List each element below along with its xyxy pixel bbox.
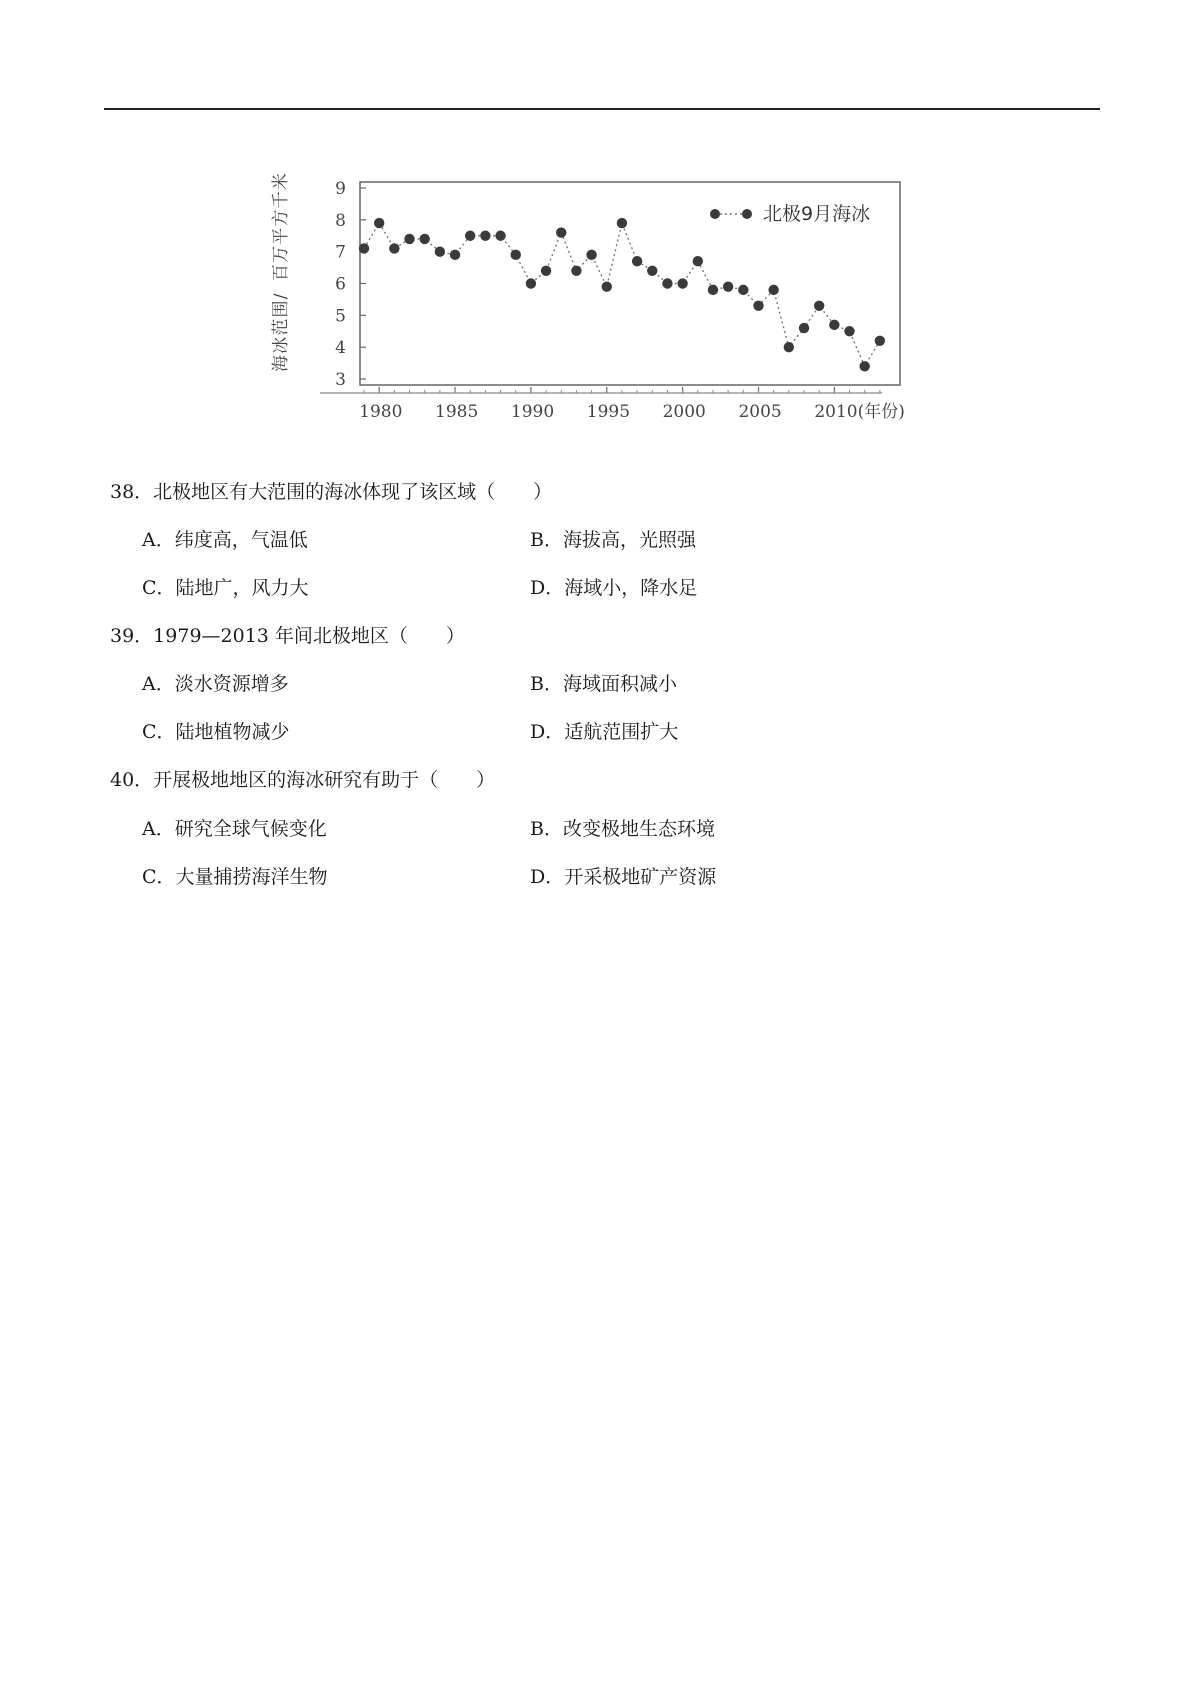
data-point [556,227,566,237]
data-point [404,234,414,244]
data-point [465,231,475,241]
data-point [708,285,718,295]
q39-option-c: C．陆地植物减少 [142,721,290,743]
data-point [359,243,369,253]
data-point [450,250,460,260]
q39-option-d: D．适航范围扩大 [530,721,679,743]
series-line [364,223,880,366]
legend-marker [710,209,720,219]
y-tick-label: 6 [335,274,346,295]
q38-option-c: C．陆地广，风力大 [142,577,309,599]
data-point [617,218,627,228]
data-point [844,326,854,336]
data-point [586,250,596,260]
y-tick-label: 5 [335,306,346,327]
y-axis-label-char: / [271,293,291,300]
data-point [875,336,885,346]
y-axis-label-char: 百 [271,264,291,282]
q38-option-d: D．海域小，降水足 [530,577,698,599]
top-rule [104,108,1100,110]
data-point [647,266,657,276]
data-point [799,323,809,333]
data-point [480,231,490,241]
y-tick-label: 9 [335,179,346,199]
data-point [768,285,778,295]
y-tick-label: 7 [335,242,346,263]
data-point [677,278,687,288]
q38-option-a: A．纬度高，气温低 [142,529,308,551]
y-axis-label-char: 范 [271,318,291,336]
data-point [374,218,384,228]
q39-option-a: A．淡水资源增多 [142,673,289,695]
q40-option-c: C．大量捕捞海洋生物 [142,866,328,888]
data-point [632,256,642,266]
q40-option-a: A．研究全球气候变化 [142,818,327,840]
q38-option-b: B．海拔高，光照强 [530,529,696,551]
y-axis-label-char: 米 [271,173,291,191]
legend-label: 北极9月海冰 [763,203,871,225]
data-point [495,231,505,241]
chart-svg [270,160,930,460]
data-point [829,320,839,330]
data-point [723,281,733,291]
y-axis-label-char: 千 [271,191,291,209]
y-axis-label-char: 万 [271,245,291,263]
data-point [859,361,869,371]
x-tick-label: 1990 [510,402,555,422]
x-tick-label: 2005 [738,402,782,422]
x-tick-label: 2010(年份) [814,402,905,422]
x-tick-label: 1995 [586,402,631,422]
q40-option-b: B．改变极地生态环境 [530,818,715,840]
y-tick-label: 3 [335,370,346,390]
data-point [526,278,536,288]
data-point [389,243,399,253]
y-axis-label-char: 海 [271,355,291,372]
data-point [738,285,748,295]
data-point [693,256,703,266]
y-tick-label: 8 [335,210,346,231]
y-axis-label-char: 方 [271,209,291,227]
y-axis-label-char: 平 [271,227,291,245]
data-point [419,234,429,244]
q39-option-b: B．海域面积减小 [530,673,677,695]
x-tick-label: 1980 [359,402,403,422]
x-tick-label: 2000 [662,402,706,422]
question-38: 38．北极地区有大范围的海冰体现了该区域（ ） [110,481,553,503]
question-39: 39．1979—2013 年间北极地区（ ） [110,625,465,647]
sea-ice-chart [270,160,930,460]
data-point [435,246,445,256]
data-point [662,278,672,288]
data-point [541,266,551,276]
y-axis-label-char: 冰 [271,336,291,354]
data-point [511,250,521,260]
data-point [753,301,763,311]
data-point [602,281,612,291]
question-40: 40．开展极地地区的海冰研究有助于（ ） [110,769,496,791]
data-point [571,266,581,276]
x-tick-label: 1985 [435,402,479,422]
data-point [814,301,824,311]
q40-option-d: D．开采极地矿产资源 [530,866,717,888]
y-axis-label-char: 围 [271,300,291,318]
legend-marker [742,209,752,219]
y-tick-label: 4 [335,338,346,359]
data-point [784,342,794,352]
